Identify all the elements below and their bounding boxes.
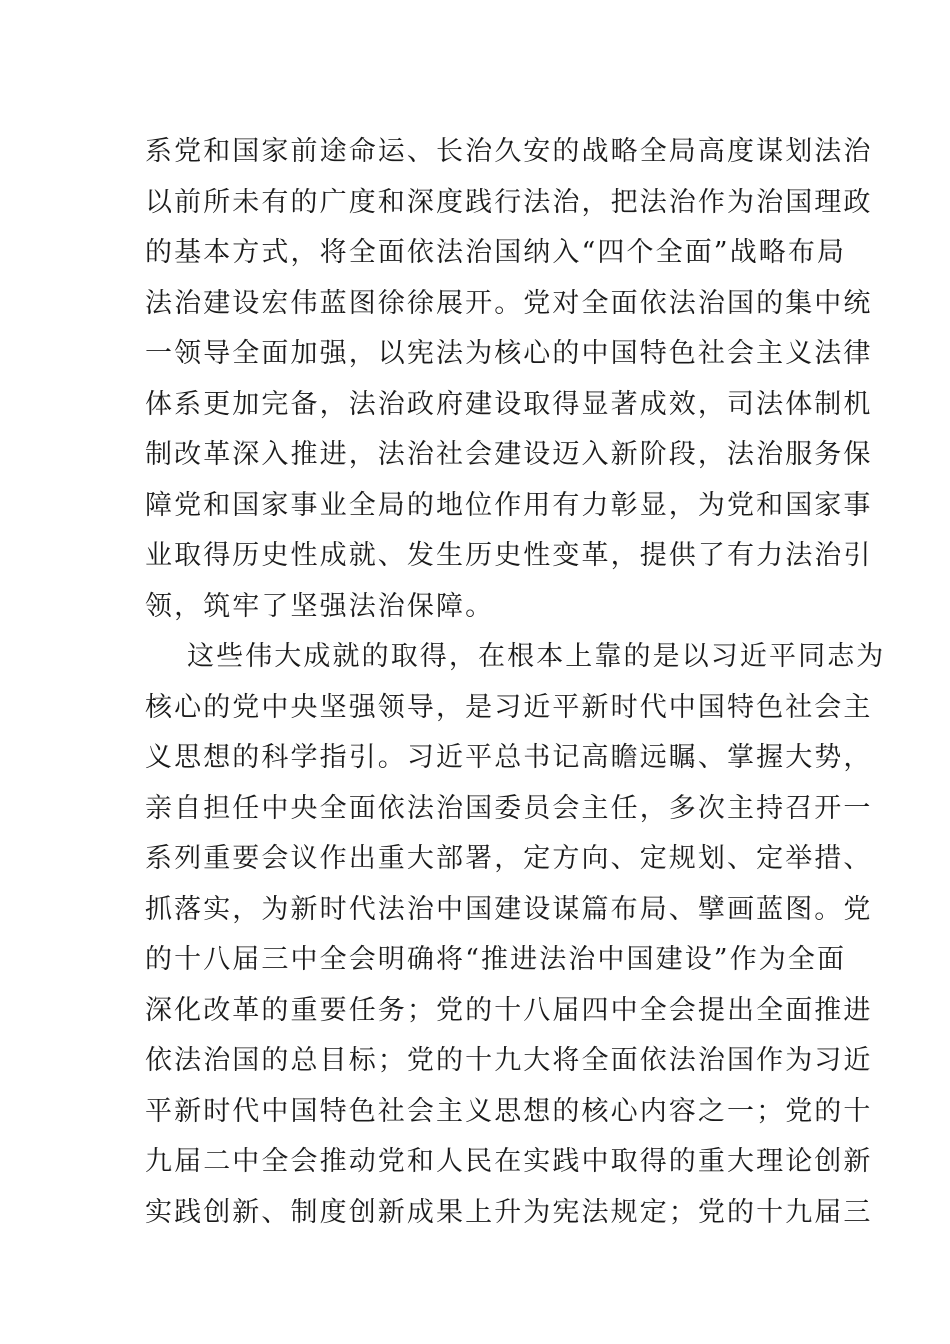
text-line: 亲自担任中央全面依法治国委员会主任，多次主持召开一 <box>145 792 873 824</box>
text-line: 深化改革的重要任务；党的十八届四中全会提出全面推进 <box>145 994 873 1026</box>
body-text <box>145 127 886 1238</box>
text-line: 九届二中全会推动党和人民在实践中取得的重大理论创新 <box>145 1146 873 1177</box>
text-line: 领，筑牢了坚强法治保障。 <box>145 590 495 622</box>
text-line: 核心的党中央坚强领导，是习近平新时代中国特色社会主 <box>145 691 873 723</box>
text-line: 义思想的科学指引。习近平总书记高瞻远瞩、掌握大势， <box>145 742 873 773</box>
paragraph-start-line: 这些伟大成就的取得，在根本上靠的是以习近平同志为 <box>187 641 886 672</box>
text-line: 平新时代中国特色社会主义思想的核心内容之一；党的十 <box>145 1095 873 1127</box>
text-line: 以前所未有的广度和深度践行法治，把法治作为治国理政 <box>145 186 873 218</box>
text-line: 制改革深入推进，法治社会建设迈入新阶段，法治服务保 <box>145 439 873 470</box>
text-line: 的十八届三中全会明确将“推进法治中国建设”作为全面 <box>145 944 847 975</box>
text-line: 法治建设宏伟蓝图徐徐展开。党对全面依法治国的集中统 <box>145 287 873 319</box>
text-line: 障党和国家事业全局的地位作用有力彰显，为党和国家事 <box>145 489 873 521</box>
text-line: 系党和国家前途命运、长治久安的战略全局高度谋划法治 <box>145 136 873 167</box>
text-line: 一领导全面加强，以宪法为核心的中国特色社会主义法律 <box>145 338 873 369</box>
text-line: 实践创新、制度创新成果上升为宪法规定；党的十九届三 <box>145 1196 873 1228</box>
text-line: 抓落实，为新时代法治中国建设谋篇布局、擘画蓝图。党 <box>145 893 873 925</box>
text-line: 业取得历史性成就、发生历史性变革，提供了有力法治引 <box>145 540 873 571</box>
text-line: 依法治国的总目标；党的十九大将全面依法治国作为习近 <box>145 1045 873 1076</box>
text-line: 体系更加完备，法治政府建设取得显著成效，司法体制机 <box>145 388 873 420</box>
text-line: 系列重要会议作出重大部署，定方向、定规划、定举措、 <box>145 843 873 874</box>
text-line: 的基本方式，将全面依法治国纳入“四个全面”战略布局 <box>145 237 847 268</box>
